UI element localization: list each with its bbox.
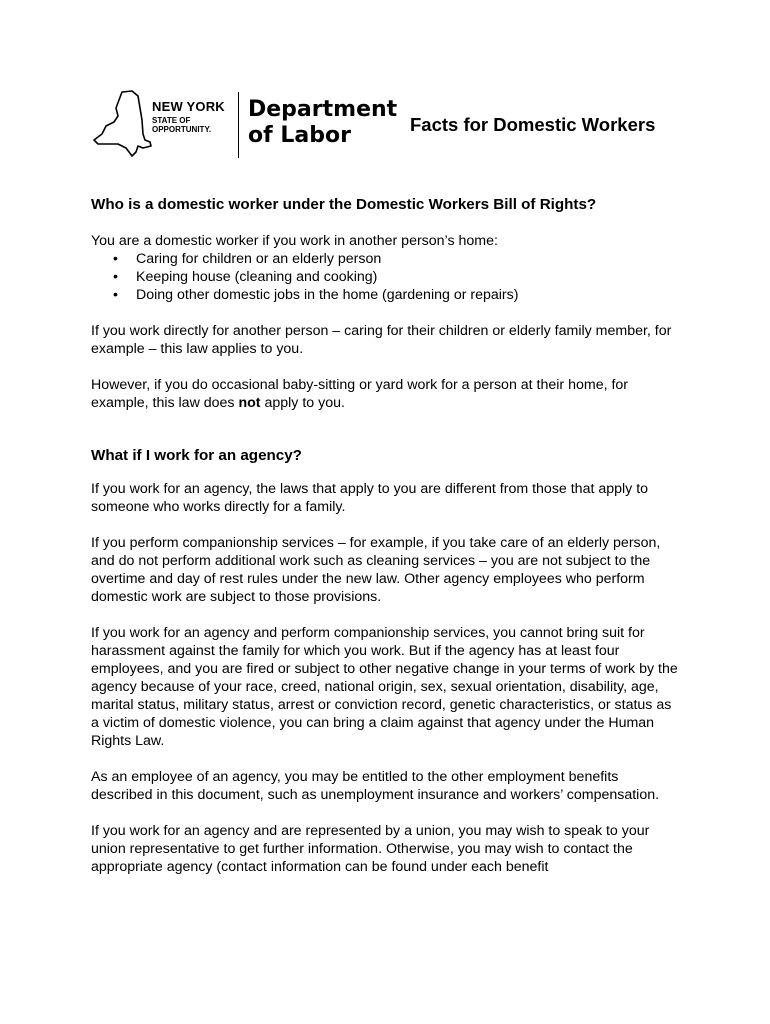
ny-sub-line-2: OPPORTUNITY.: [152, 125, 212, 134]
logo-divider: [238, 92, 239, 158]
paragraph-text: apply to you.: [260, 395, 345, 411]
section-heading-agency: What if I work for an agency?: [91, 447, 302, 464]
emphasis-not: not: [238, 395, 261, 411]
dept-of-labor-wordmark: [248, 97, 397, 149]
dept-line-2: of Labor: [248, 123, 351, 148]
ny-title: NEW YORK: [152, 99, 225, 114]
dept-line-1: Department: [248, 97, 398, 122]
section-heading-who: Who is a domestic worker under the Domestic Workers Bill of Rights?: [91, 196, 597, 213]
list-item: • Doing other domestic jobs in the home (gardening or repairs): [91, 286, 681, 304]
ny-state-outline-icon: [88, 90, 152, 160]
paragraph: If you work for an agency and perform companionship services, you cannot bring suit for harassment against the family for which you work. But if the agency has at least four employees, and you are fired or subject to other negative change in your terms of work by the agency because of your race, creed, national origin, sex, sexual orientation, disability, age, marital status, military status, arrest or conviction record, genetic characteristics, or status as a victim of domestic violence, you can bring a claim against that agency under the Human Rights Law.: [91, 625, 678, 749]
nys-dol-logo: [88, 90, 398, 162]
ny-wordmark: [152, 100, 225, 134]
paragraph-text: However, if you do occasional baby-sitting or yard work for a person at their home, for example, this law does: [91, 377, 629, 411]
paragraph: If you work directly for another person – caring for their children or elderly family member, for example – this law applies to you.: [91, 323, 672, 357]
list-item: • Keeping house (cleaning and cooking): [91, 268, 681, 286]
paragraph: [91, 376, 681, 412]
document-body: [91, 195, 681, 876]
list-item: • Caring for children or an elderly person: [91, 250, 681, 268]
document-title: Facts for Domestic Workers: [410, 114, 656, 135]
ny-sub-line-1: STATE OF: [152, 116, 191, 125]
paragraph-intro: You are a domestic worker if you work in another person’s home:: [91, 233, 498, 249]
paragraph: If you work for an agency and are represented by a union, you may wish to speak to your union representative to get further information. Otherwise, you may wish to contact the appropriate agency (contact information can be found under each benefit: [91, 823, 650, 875]
paragraph: If you perform companionship services – for example, if you take care of an elderly person, and do not perform additional work such as cleaning services – you are not subject to the overtime and day of rest rules under the new law. Other agency employees who perform domestic work are subject to those provisions.: [91, 535, 661, 605]
paragraph: If you work for an agency, the laws that apply to you are different from those that apply to someone who works directly for a family.: [91, 481, 649, 515]
bullet-list: [91, 250, 681, 304]
paragraph: As an employee of an agency, you may be entitled to the other employment benefits described in this document, such as unemployment insurance and workers’ compensation.: [91, 769, 660, 803]
